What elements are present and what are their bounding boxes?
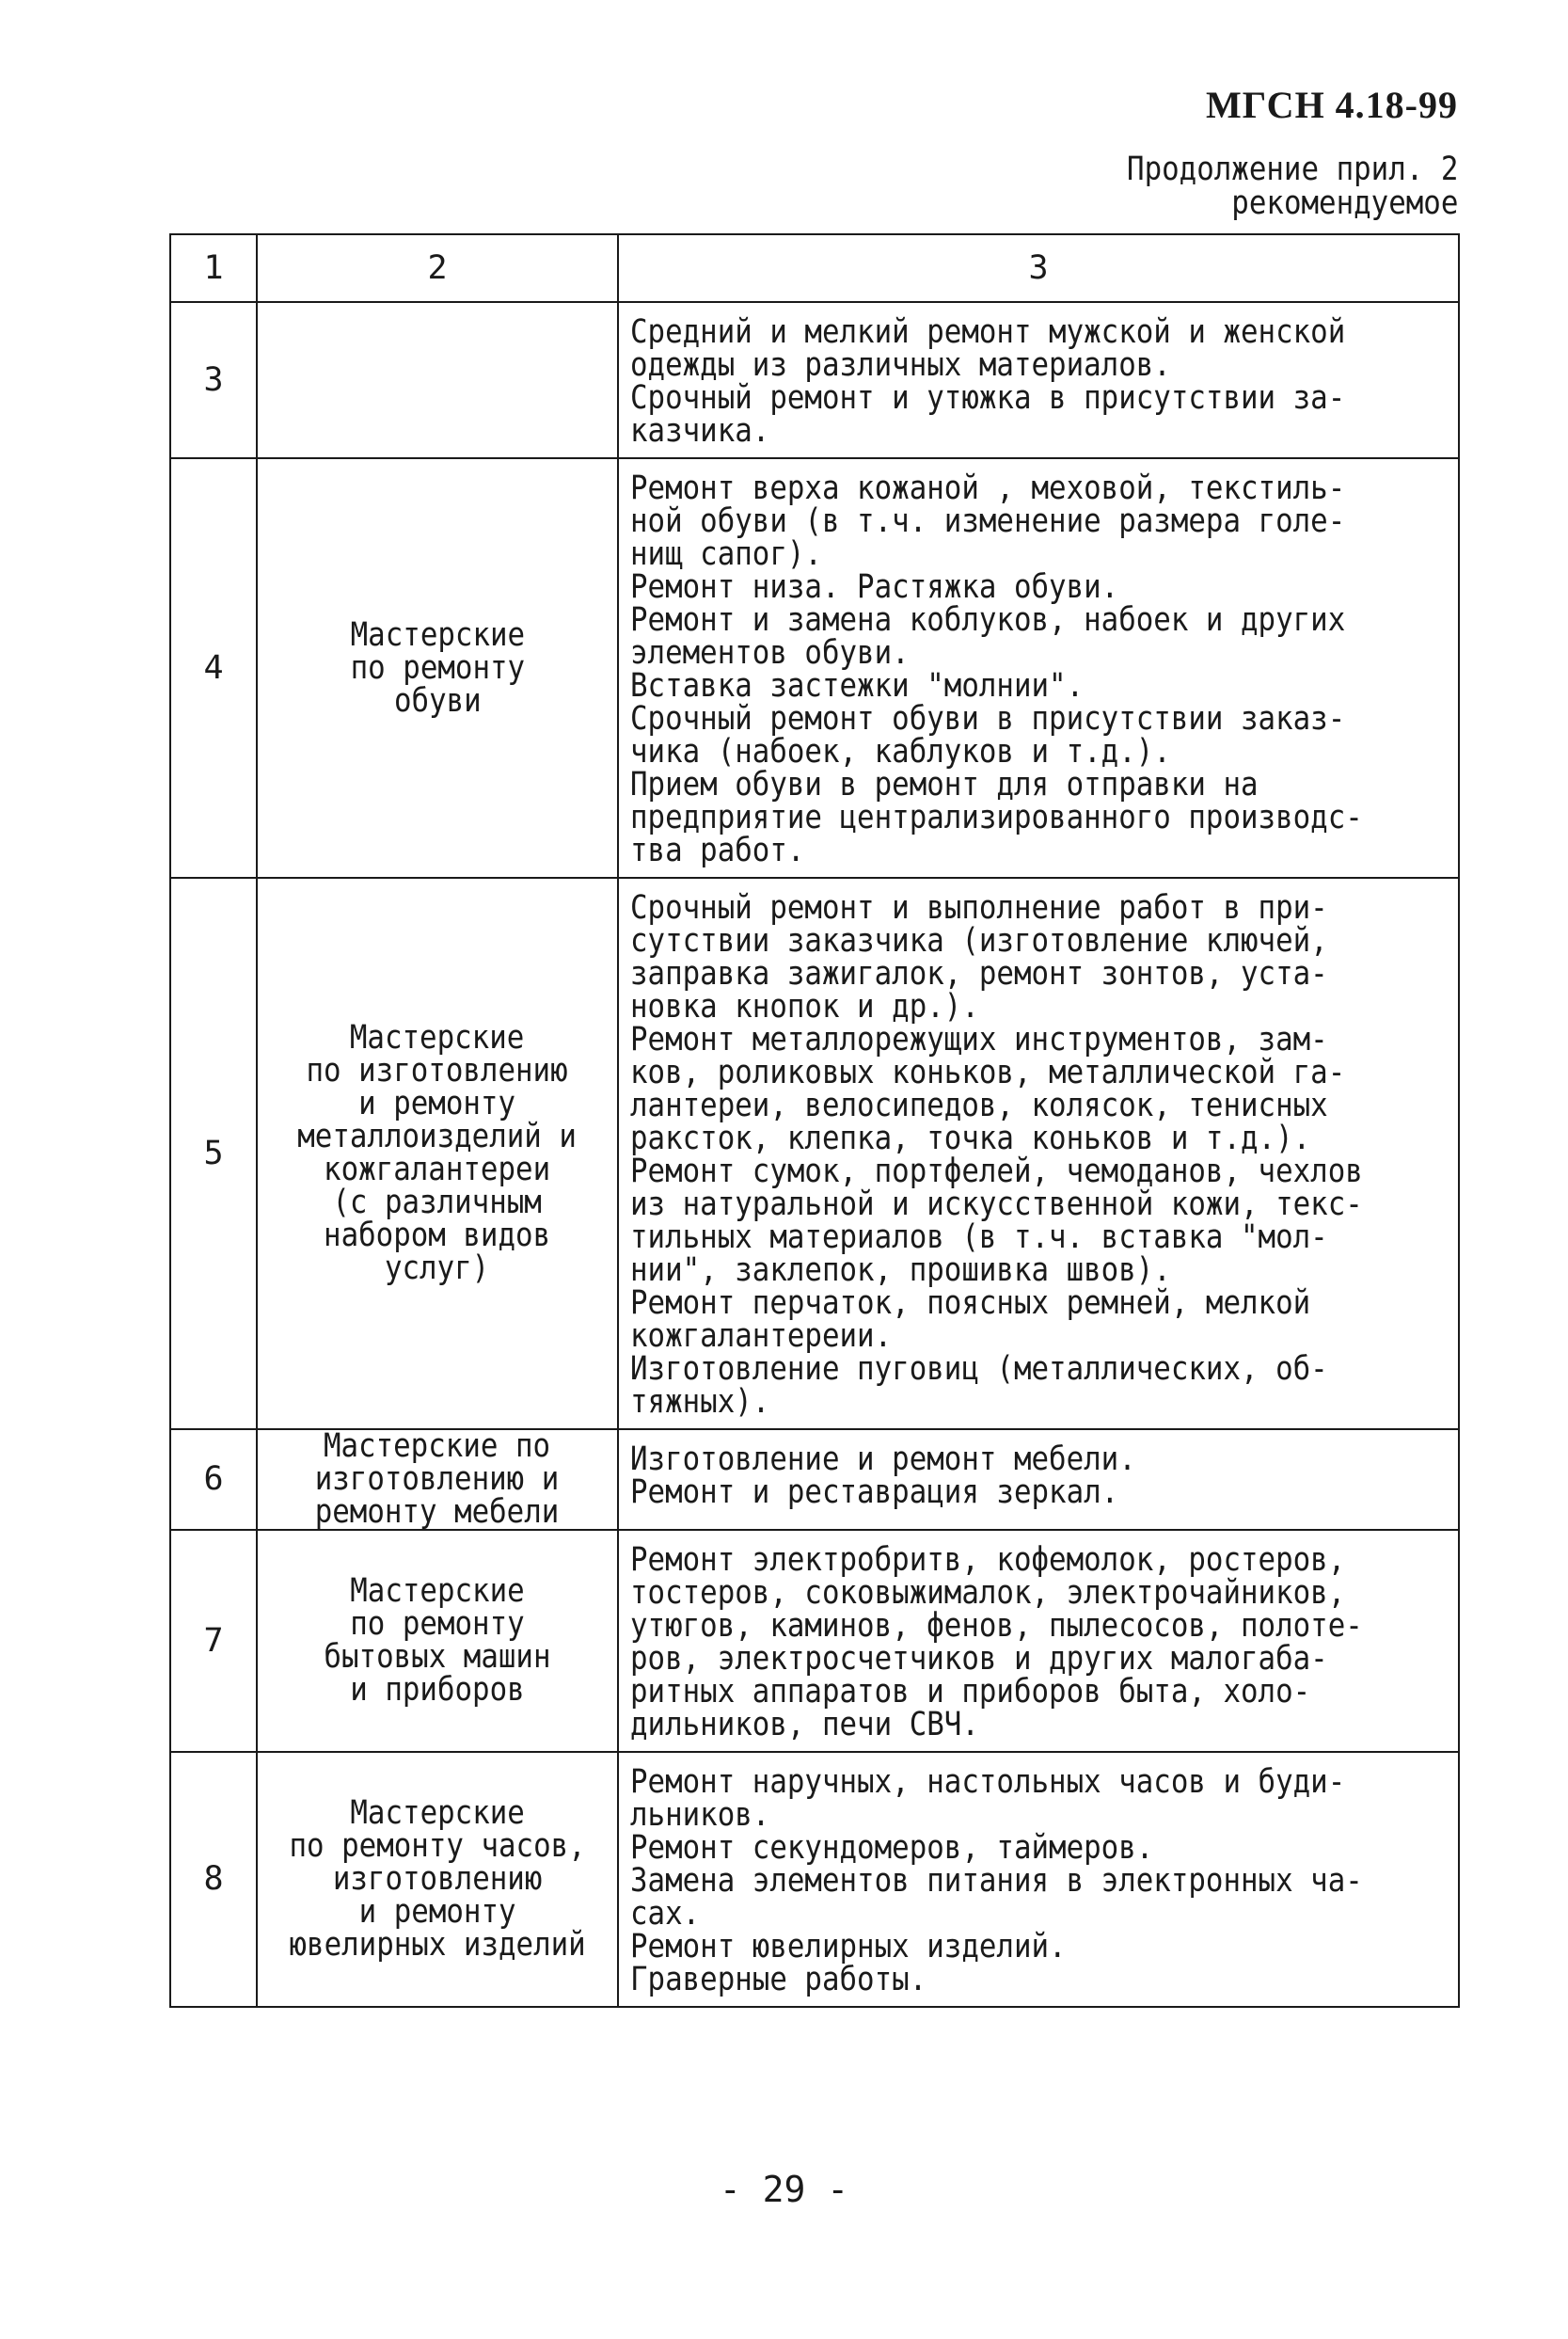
service-line: тяжных). (630, 1383, 770, 1421)
table-row (170, 302, 1459, 458)
row-number: 5 (170, 878, 257, 1429)
service-line: ров, электросчетчиков и других малогаба- (630, 1640, 1328, 1678)
service-line: Ремонт верха кожаной , меховой, текстиль- (630, 469, 1346, 507)
workshop-name-line: обуви (393, 681, 482, 720)
service-line: тильных материалов (в т.ч. вставка "мол- (630, 1218, 1328, 1256)
services-description-cell (618, 1530, 1459, 1752)
service-line: нищ сапог). (630, 535, 822, 573)
workshop-name-cell (257, 878, 618, 1429)
service-line: Ремонт и замена коблуков, набоек и других (630, 601, 1346, 639)
workshop-name (289, 1794, 586, 1964)
workshop-name-line: услуг) (385, 1249, 490, 1287)
service-line: Срочный ремонт обуви в присутствии заказ- (630, 700, 1346, 738)
service-line: Ремонт и реставрация зеркал. (630, 1473, 1119, 1511)
service-line: одежды из различных материалов. (630, 346, 1171, 384)
service-line: Ремонт электробритв, кофемолок, ростеров, (630, 1541, 1346, 1579)
workshop-name-line: по ремонту (350, 1605, 525, 1643)
table-row (170, 878, 1459, 1429)
workshop-name-cell (257, 1429, 618, 1530)
service-line: льников. (630, 1796, 770, 1834)
services-description-cell (618, 1752, 1459, 2007)
service-line: раксток, клепка, точка коньков и т.д.). (630, 1120, 1311, 1157)
workshop-name-line: изготовлению и (315, 1460, 560, 1498)
table-header-row (170, 234, 1459, 302)
workshop-name-line: ремонту мебели (315, 1493, 560, 1531)
service-line: Срочный ремонт и выполнение работ в при- (630, 889, 1328, 927)
service-line: лантереи, велосипедов, колясок, тенисных (630, 1087, 1328, 1124)
service-line: Средний и мелкий ремонт мужской и женской (630, 313, 1346, 351)
table-row (170, 458, 1459, 878)
continuation-line-2: рекомендуемое (1230, 184, 1458, 222)
workshop-name-line: Мастерские (350, 1019, 525, 1057)
service-line: Изготовление пуговиц (металлических, об- (630, 1350, 1328, 1388)
workshop-name-line: по ремонту часов, (289, 1827, 586, 1865)
workshop-name-line: Мастерские по (324, 1427, 551, 1465)
services-description-cell (618, 1429, 1459, 1530)
service-line: Срочный ремонт и утюжка в присутствии за- (630, 379, 1346, 417)
service-line: заправка зажигалок, ремонт зонтов, уста- (630, 955, 1328, 993)
workshop-name-line: металлоизделий и (297, 1118, 578, 1155)
service-line: сутствии заказчика (изготовление ключей, (630, 922, 1328, 960)
services-description-cell (618, 302, 1459, 458)
workshop-name-cell (257, 1752, 618, 2007)
service-line: предприятие централизированного производс- (630, 799, 1363, 836)
workshop-name-line: Мастерские (350, 615, 525, 654)
workshop-name-line: (с различным (332, 1184, 543, 1221)
service-line: Граверные работы. (630, 1961, 927, 1998)
service-line: Прием обуви в ремонт для отправки на (630, 766, 1259, 804)
service-line: Ремонт низа. Растяжка обуви. (630, 568, 1119, 606)
service-line: Вставка застежки "молнии". (630, 667, 1085, 705)
service-line: тва работ. (630, 832, 805, 869)
workshop-name (324, 1572, 551, 1709)
service-line: утюгов, каминов, фенов, пылесосов, полоте- (630, 1607, 1363, 1645)
workshop-name-line: и ремонту (358, 1085, 516, 1122)
row-number: 6 (170, 1429, 257, 1530)
service-line: сах. (630, 1895, 701, 1933)
column-header-2: 2 (257, 234, 618, 302)
service-line: ритных аппаратов и приборов быта, холо- (630, 1673, 1311, 1710)
workshop-name-line: по ремонту (350, 648, 525, 687)
workshop-name-line: изготовлению (332, 1860, 543, 1898)
page-number: - 29 - (719, 2169, 849, 2210)
services-description-cell (618, 878, 1459, 1429)
service-line: Ремонт ювелирных изделий. (630, 1928, 1067, 1965)
workshop-name-line: бытовых машин (324, 1638, 551, 1676)
workshop-name (350, 615, 525, 720)
continuation-note (1127, 152, 1458, 220)
service-line: казчика. (630, 412, 770, 450)
service-line: ков, роликовых коньков, металлической га- (630, 1054, 1346, 1091)
service-line: кожгалантереии. (630, 1317, 893, 1355)
document-code: МГСН 4.18-99 (1206, 84, 1458, 126)
service-line: Ремонт перчаток, поясных ремней, мелкой (630, 1284, 1311, 1322)
continuation-line-1: Продолжение прил. 2 (1126, 151, 1458, 188)
services-description-cell (618, 458, 1459, 878)
row-number: 4 (170, 458, 257, 878)
service-line: чика (набоек, каблуков и т.д.). (630, 733, 1171, 771)
column-header-3: 3 (618, 234, 1459, 302)
table-row (170, 1530, 1459, 1752)
service-line: Замена элементов питания в электронных ча- (630, 1862, 1363, 1900)
workshop-name (315, 1427, 560, 1531)
workshop-name-cell (257, 1530, 618, 1752)
service-line: ной обуви (в т.ч. изменение размера голе- (630, 502, 1346, 540)
workshop-name (297, 1019, 578, 1287)
services-table (169, 233, 1460, 2008)
workshop-name-cell (257, 302, 618, 458)
service-line: новка кнопок и др.). (630, 988, 979, 1026)
table-row (170, 1752, 1459, 2007)
row-number: 3 (170, 302, 257, 458)
workshop-name-line: Мастерские (350, 1794, 525, 1832)
service-line: из натуральной и искусственной кожи, текс- (630, 1185, 1363, 1223)
workshop-name-line: и приборов (350, 1671, 525, 1709)
table-row (170, 1429, 1459, 1530)
service-line: Ремонт сумок, портфелей, чемоданов, чехлов (630, 1153, 1363, 1190)
table-body (170, 234, 1459, 2007)
row-number: 7 (170, 1530, 257, 1752)
service-line: Ремонт наручных, настольных часов и буди- (630, 1763, 1346, 1801)
row-number: 8 (170, 1752, 257, 2007)
service-line: тостеров, соковыжималок, электрочайников, (630, 1574, 1346, 1612)
workshop-name-line: и ремонту (358, 1893, 516, 1931)
service-line: нии", заклепок, прошивка швов). (630, 1251, 1171, 1289)
workshop-name-line: кожгалантереи (324, 1151, 551, 1188)
workshop-name-line: по изготовлению (306, 1052, 569, 1090)
workshop-name-line: Мастерские (350, 1572, 525, 1610)
workshop-name-line: ювелирных изделий (289, 1926, 586, 1964)
service-line: элементов обуви. (630, 634, 910, 672)
column-header-1: 1 (170, 234, 257, 302)
service-line: Ремонт секундомеров, таймеров. (630, 1829, 1154, 1867)
workshop-name-line: набором видов (324, 1217, 551, 1254)
service-line: дильников, печи СВЧ. (630, 1706, 979, 1743)
service-line: Ремонт металлорежущих инструментов, зам- (630, 1021, 1328, 1058)
workshop-name-cell (257, 458, 618, 878)
service-line: Изготовление и ремонт мебели. (630, 1440, 1136, 1478)
